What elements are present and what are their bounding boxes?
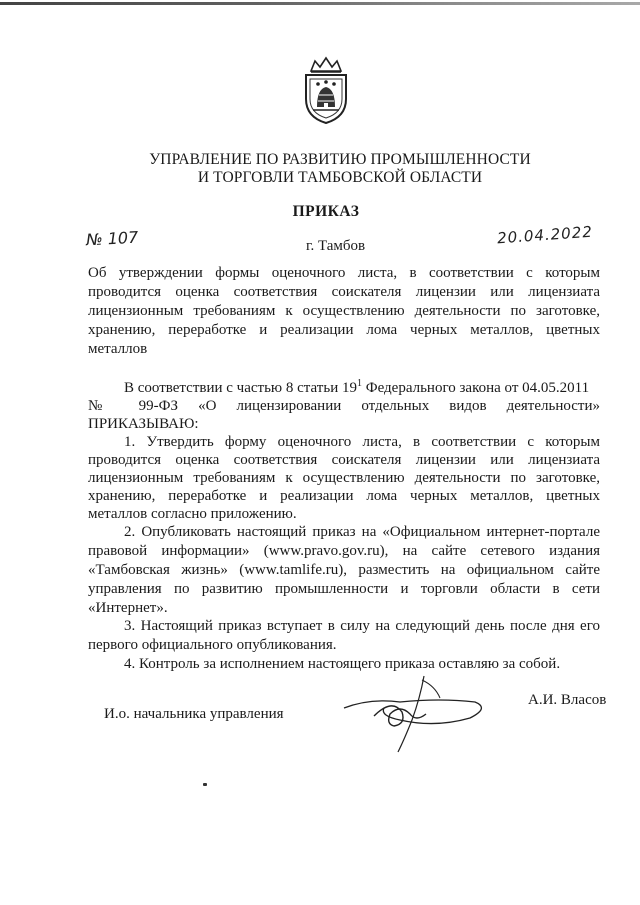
item-line: 4. Контроль за исполнением настоящего приказа оставляю за собой. — [124, 656, 561, 672]
signer-title: И.о. начальника управления — [104, 706, 284, 722]
item-line: управления по развитию промышленности и торговли области в сети — [88, 581, 600, 597]
handwritten-order-number: № 107 — [85, 227, 139, 250]
order-word: ПРИКАЗЫВАЮ: — [88, 416, 199, 432]
city-name: г. Тамбов — [306, 238, 366, 254]
item-line: металлов согласно приложению. — [88, 506, 297, 522]
subject-line: проводится оценка соответствия соискателя лицензии или лицензиата — [88, 284, 600, 300]
item-line: первого официального опубликования. — [88, 637, 337, 653]
scan-speck — [203, 783, 207, 786]
preamble-line: № 99-ФЗ «О лицензировании отдельных видов деятельности» — [88, 398, 600, 414]
subject-line: хранению, переработке и реализации лома черных металлов, цветных — [88, 322, 600, 338]
item-line: правовой информации» (www.pravo.gov.ru), на сайте сетевого издания — [88, 543, 600, 559]
item-line: «Тамбовская жизнь» (www.tamlife.ru), разместить на официальном сайте — [88, 562, 600, 578]
handwritten-date: 20.04.2022 — [496, 222, 594, 248]
item-line: проводится оценка соответствия соискателя лицензии или лицензиата — [88, 452, 600, 468]
org-name-line-2: И ТОРГОВЛИ ТАМБОВСКОЙ ОБЛАСТИ — [197, 169, 483, 186]
item-line: хранению, переработке и реализации лома черных металлов, цветных — [88, 488, 600, 504]
scan-edge-line — [0, 2, 640, 5]
handwritten-signature — [340, 668, 490, 754]
coat-of-arms-emblem — [297, 55, 355, 125]
subject-line: металлов — [88, 341, 148, 357]
item-line: 1. Утвердить форму оценочного листа, в соответствии с которым — [124, 434, 600, 450]
subject-line: лицензионным требованиям к осуществлению деятельности по заготовке, — [88, 303, 600, 319]
preamble-line: В соответствии с частью 8 статьи $19^1$ Федерального закона от 04.05.2011 — [124, 378, 590, 396]
item-line: 3. Настоящий приказ вступает в силу на следующий день после дня его — [124, 618, 600, 634]
item-line: «Интернет». — [88, 600, 168, 616]
org-name-line-1: УПРАВЛЕНИЕ ПО РАЗВИТИЮ ПРОМЫШЛЕННОСТИ — [149, 151, 531, 168]
document-type-title: ПРИКАЗ — [292, 203, 360, 220]
item-line: лицензионным требованиям к осуществлению деятельности по заготовке, — [88, 470, 600, 486]
item-line: 2. Опубликовать настоящий приказ на «Официальном интернет-портале — [124, 524, 600, 540]
signer-name: А.И. Власов — [528, 692, 607, 708]
subject-line: Об утверждении формы оценочного листа, в соответствии с которым — [88, 265, 600, 281]
